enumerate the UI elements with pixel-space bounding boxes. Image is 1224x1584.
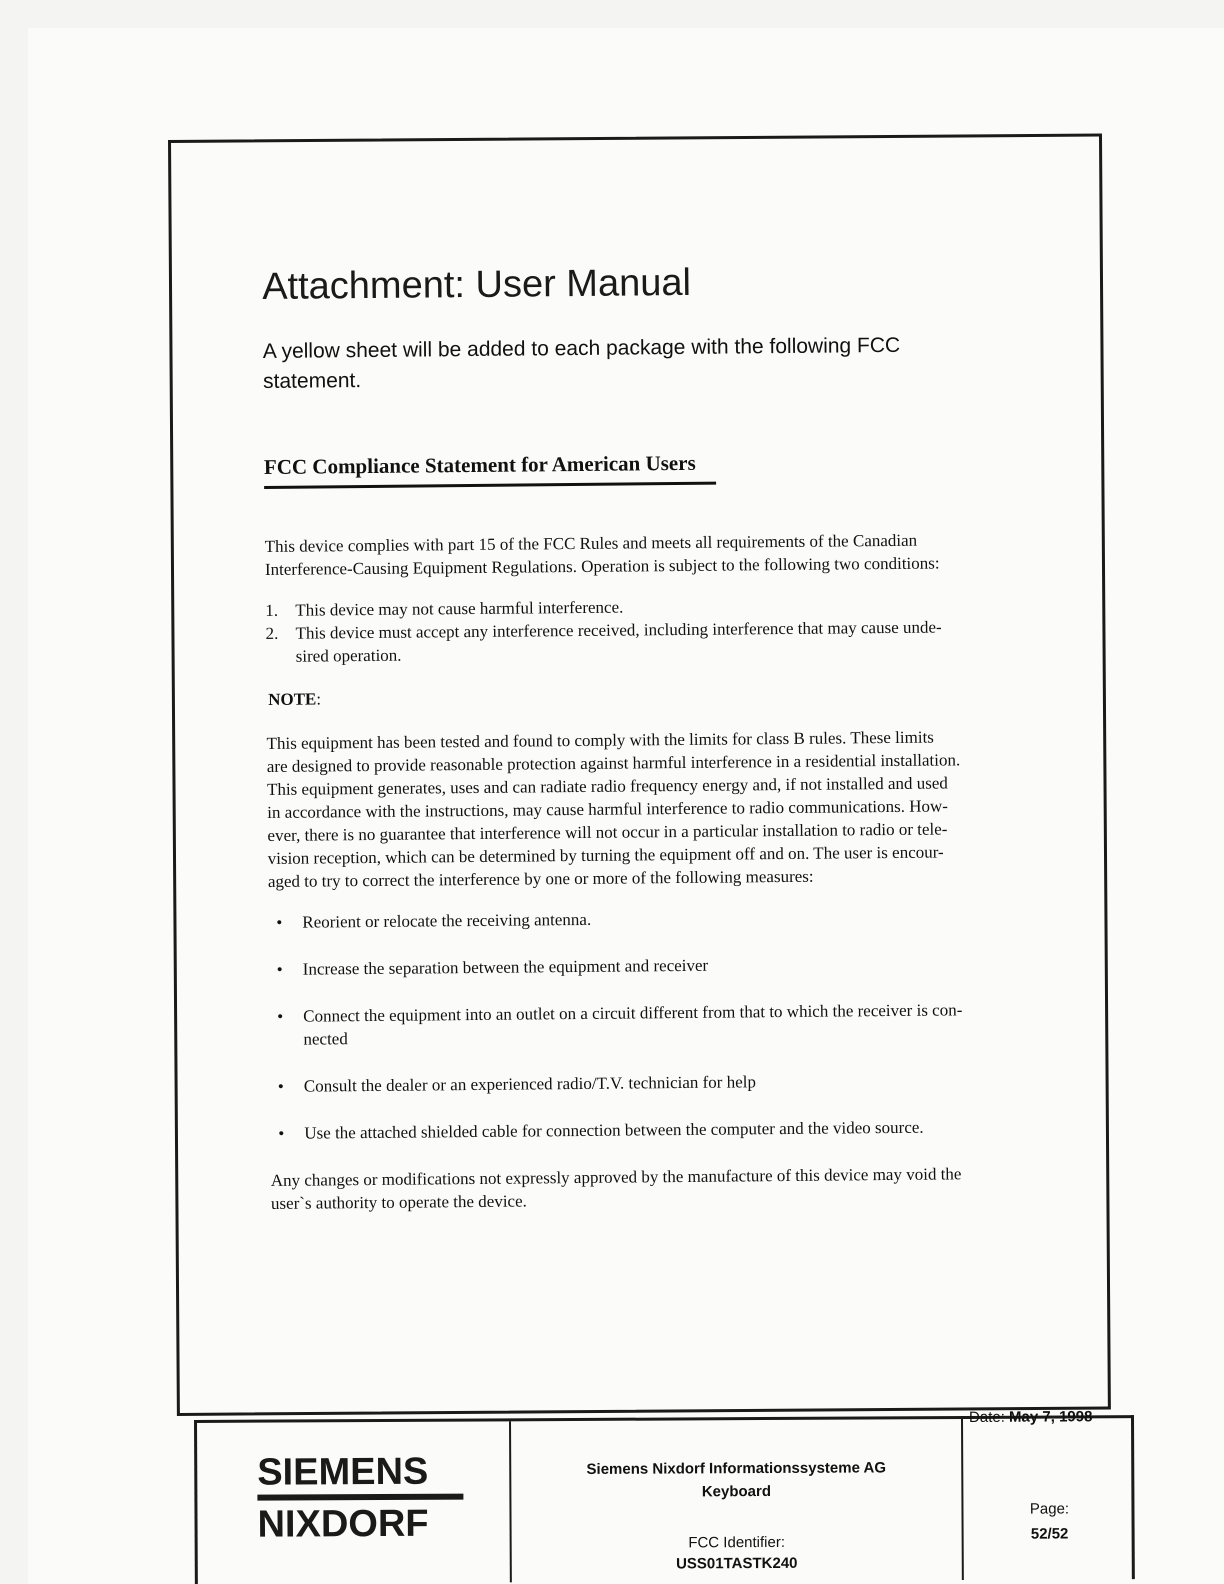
compliance-line-2: Interference-Causing Equipment Regulations. Operation is subject to the following two conditions: [264,553,940,579]
logo-top-text: SIEMENS [257,1450,429,1494]
note-line: This equipment generates, uses and can radiate radio frequency energy and, if not installed and used [266,773,948,799]
footer-table [194,1408,1135,1584]
note-paragraph [266,724,1098,893]
intro-line-2: statement. [262,369,362,393]
section-heading: FCC Compliance Statement for American Users [264,451,716,489]
note-colon: : [316,689,322,709]
page-value: 52/52 [1030,1525,1069,1543]
page-title: Attachment: User Manual [262,261,692,308]
list-text: Increase the separation between the equipment and receiver [302,955,709,979]
closing-paragraph [271,1161,1101,1215]
intro-line-1: A yellow sheet will be added to each package with the following FCC [262,333,901,363]
list-item [270,1067,1100,1098]
note-line: vision reception, which can be determined by turning the equipment off and on. The user is encour- [267,842,944,868]
fcc-identifier-value: USS01TASTK240 [675,1554,798,1573]
list-text: This device may not cause harmful interference. [295,597,624,620]
fcc-identifier-label: FCC Identifier: [688,1533,786,1552]
date-field [963,1406,1139,1437]
page-field [963,1500,1135,1543]
closing-line-2: user`s authority to operate the device. [270,1191,527,1213]
conditions-list [265,591,1096,668]
list-text: Reorient or relocate the receiving antenna. [302,909,592,932]
page-label: Page: [1029,1500,1070,1518]
bullet-icon: • [276,959,283,979]
measures-list [268,903,1100,1145]
product-name: Keyboard [701,1482,772,1501]
date-value: May 7, 1998 [1008,1408,1093,1426]
compliance-line-1: This device complies with part 15 of the FCC Rules and meets all requirements of the Canadian [264,530,918,556]
footer-info [511,1459,962,1573]
list-text-continued: sired operation. [295,645,402,666]
list-text-continued: nected [303,1029,348,1049]
list-number: 1. [265,600,279,620]
closing-line-1: Any changes or modifications not expressly approved by the manufacture of this device may void the [270,1164,962,1190]
bullet-icon: • [277,1076,284,1096]
note-line: aged to try to correct the interference by one or more of the following measures: [267,866,814,891]
logo-bar [257,1494,463,1501]
note-label [268,682,1096,710]
logo-bottom-text: NIXDORF [257,1502,429,1546]
list-item [269,997,1099,1051]
note-line: This equipment has been tested and found to comply with the limits for class B rules. These limits [266,727,934,753]
intro-text [263,330,1004,397]
bullet-icon: • [277,1006,284,1026]
list-item [268,903,1098,934]
list-text: Connect the equipment into an outlet on a circuit different from that to which the receiver is con- [303,1000,963,1026]
list-text: Use the attached shielded cable for connection between the computer and the video source. [304,1117,924,1143]
bullet-icon: • [276,912,283,932]
note-line: in accordance with the instructions, may cause harmful interference to radio communications. How- [267,796,949,822]
date-label: Date: [968,1408,1005,1426]
list-text: Consult the dealer or an experienced radio/T.V. technician for help [303,1072,757,1096]
list-item [265,614,1095,668]
compliance-paragraph [265,527,1095,581]
list-number: 2. [265,623,279,643]
note-label-text: NOTE [268,689,317,709]
list-item [270,1114,1100,1145]
note-line: are designed to provide reasonable protection against harmful interference in a residential installation. [266,750,961,776]
siemens-nixdorf-logo [257,1452,463,1545]
company-name: Siemens Nixdorf Informationssysteme AG [586,1459,887,1478]
document-content [262,258,1101,1233]
list-item [269,950,1099,981]
list-text: This device must accept any interference received, including interference that may cause unde- [295,617,942,643]
bullet-icon: • [278,1123,285,1143]
note-line: ever, there is no guarantee that interference will not occur in a particular installation to radio or tele- [267,819,948,845]
